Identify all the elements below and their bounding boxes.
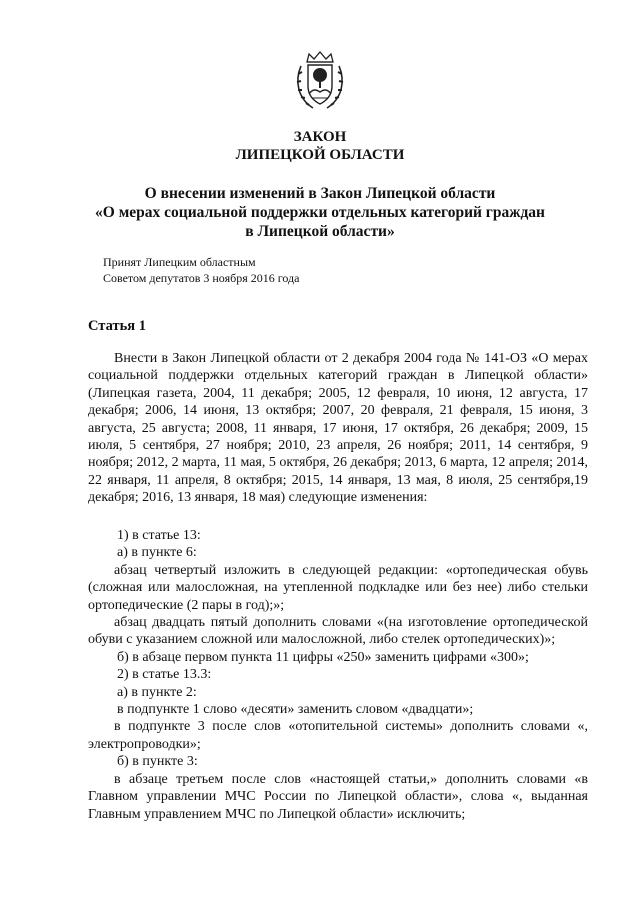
law-label: ЗАКОН <box>293 129 347 145</box>
amendments-list <box>88 527 588 823</box>
amendment-item: а) в пункте 6: <box>117 545 197 561</box>
coat-of-arms-icon <box>293 50 347 112</box>
amendment-item: 1) в статье 13: <box>117 528 201 543</box>
amendment-item: абзац двадцать пятый дополнить словами «(на изготовление ортопедической обуви с указанием сложной или малосложной, либо стелек ортопедических)»; <box>88 615 588 648</box>
amendment-item: 2) в статье 13.3: <box>117 667 212 683</box>
adoption-line-1: Принят Липецким областным <box>103 255 256 269</box>
adoption-line-2: Советом депутатов 3 ноября 2016 года <box>103 271 300 285</box>
amendment-item: абзац четвертый изложить в следующей редакции: «ортопедическая обувь (сложная или малосложная, на утепленной подкладке или без нее) либо стельки ортопедические (2 пары в год);»; <box>88 562 588 613</box>
amendment-item: в подпункте 1 слово «десяти» заменить словом «двадцати»; <box>117 702 474 718</box>
article-intro-paragraph: Внести в Закон Липецкой области от 2 декабря 2004 года № 141-ОЗ «О мерах социальной поддержки отдельных категорий граждан в Липецкой области» (Липецкая газета, 2004, 11 декабря; 2005, 12 февраля, 10 июня, 12 августа, 17 декабря; 2006, 14 июня, 13 октября; 2007, 20 февраля, 21 февраля, 15 июня, 3 августа, 25 августа; 2008, 11 января, 17 июня, 17 октября, 26 декабря; 2009, 15 июля, 5 сентября, 27 ноября; 2010, 23 апреля, 26 ноября; 2011, 14 сентября, 9 ноября; 2012, 2 марта, 11 мая, 5 октября, 26 декабря; 2013, 6 марта, 12 апреля; 2014, 22 января, 11 апреля, 8 октября; 2015, 14 января, 13 мая, 8 июля, 25 сентября,19 декабря; 2016, 13 января, 18 мая) следующие изменения: <box>88 351 588 506</box>
amendment-item: в подпункте 3 после слов «отопительной системы» дополнить словами «, электропроводки»; <box>88 719 588 752</box>
amendment-item: б) в пункте 3: <box>117 754 198 770</box>
adoption-note <box>103 254 299 286</box>
article-intro-block <box>88 350 588 507</box>
amendment-item: а) в пункте 2: <box>117 684 197 700</box>
law-title-line-3: в Липецкой области» <box>245 223 395 240</box>
article-heading: Статья 1 <box>88 318 146 334</box>
amendment-item: б) в абзаце первом пункта 11 цифры «250» заменить цифрами «300»; <box>117 649 529 665</box>
amendment-item: в абзаце третьем после слов «настоящей статьи,» дополнить словами «в Главном управлении МЧС России по Липецкой области», слова «, выданная Главным управлением МЧС по Липецкой области» исключить; <box>88 771 588 822</box>
law-title-line-1: О внесении изменений в Закон Липецкой области <box>144 185 496 202</box>
law-title-line-2: «О мерах социальной поддержки отдельных категорий граждан <box>95 204 545 221</box>
region-label: ЛИПЕЦКОЙ ОБЛАСТИ <box>235 147 405 163</box>
